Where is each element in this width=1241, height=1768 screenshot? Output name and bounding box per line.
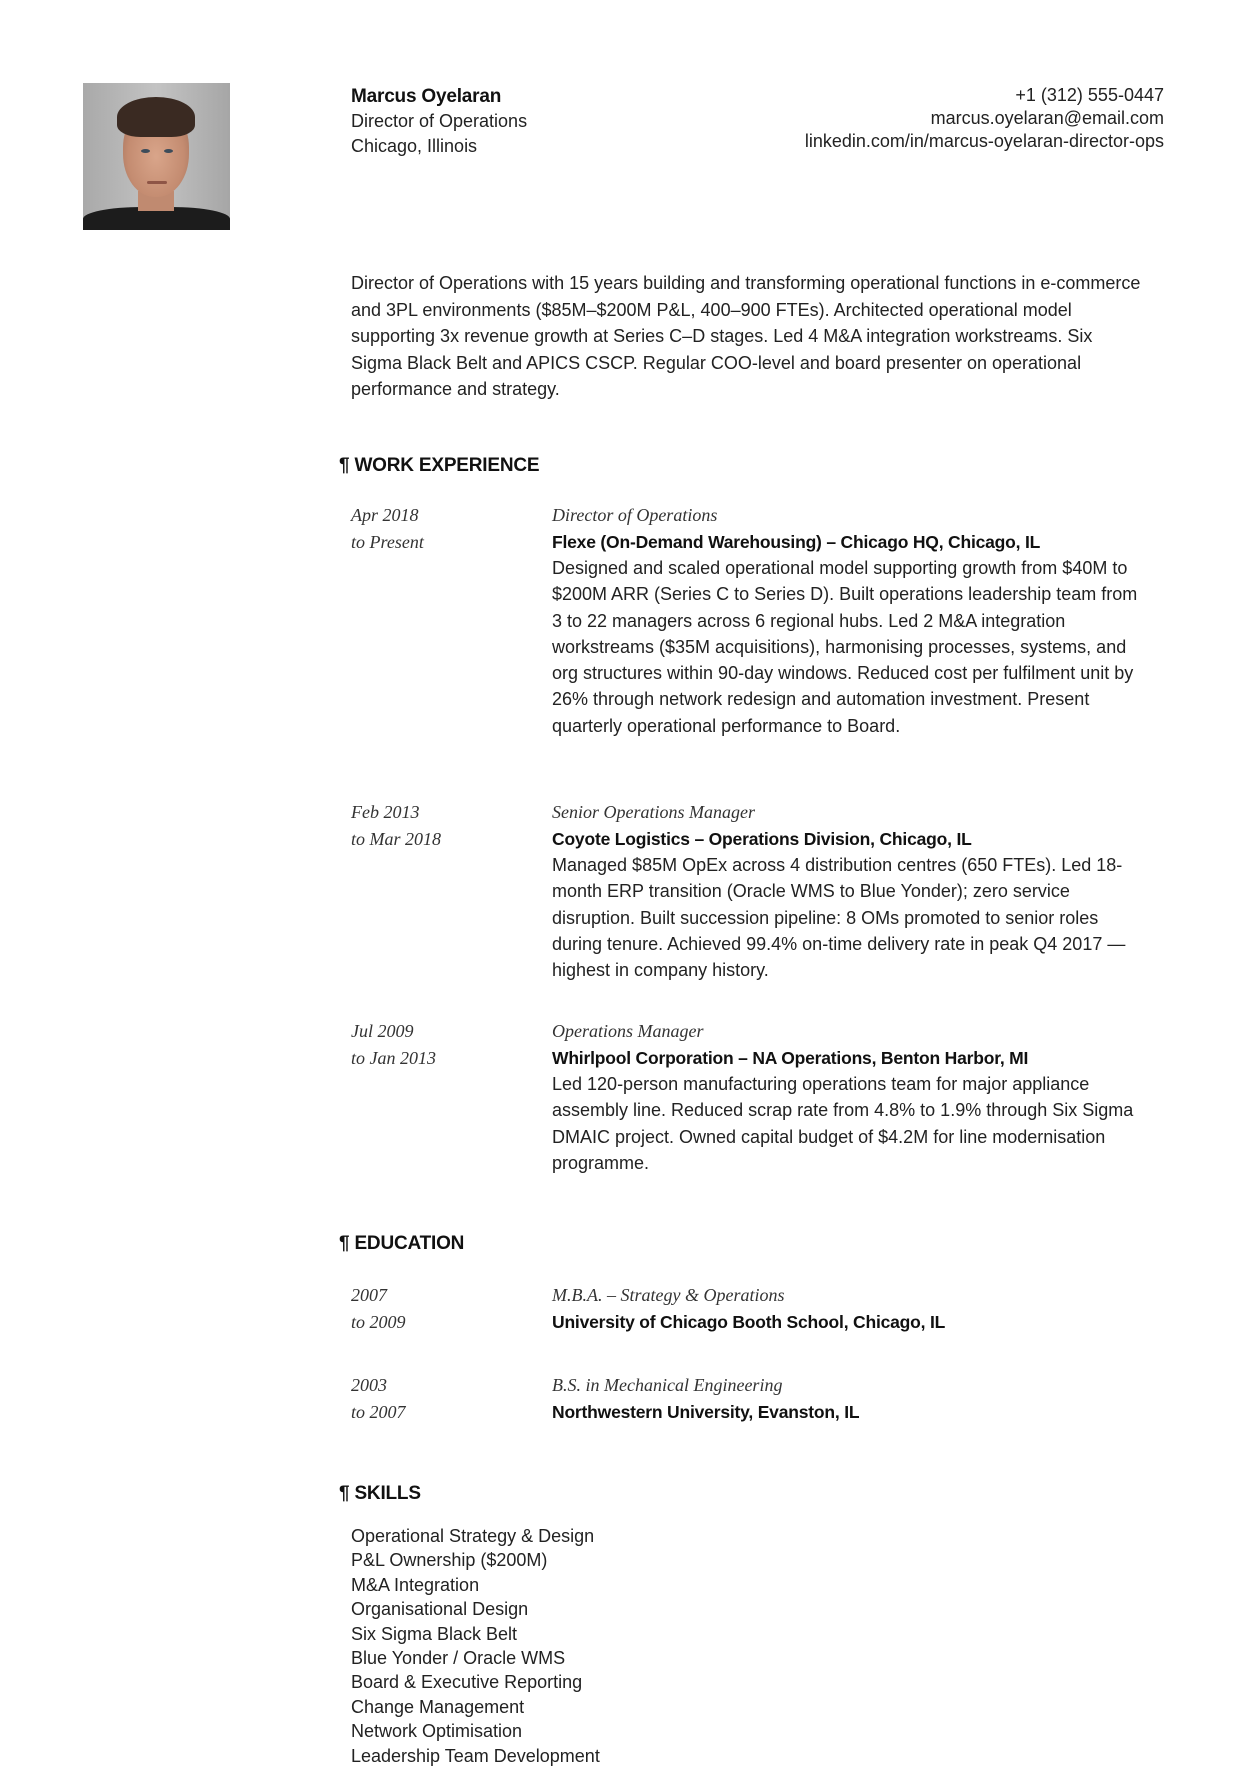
contact-info	[805, 84, 1164, 153]
skill-item: P&L Ownership ($200M)	[351, 1550, 548, 1571]
photo-eye	[164, 149, 173, 153]
job-description: Managed $85M OpEx across 4 distribution centres (650 FTEs). Led 18-month ERP transition (Oracle WMS to Blue Yonder); zero service disruption. Built succession pipeline: 8 OMs promoted to senior roles during tenure. Achieved 99.4% on-time delivery rate in peak Q4 2017 — highest in company history.	[552, 855, 1126, 981]
start-date: Jul 2009	[351, 1021, 414, 1041]
job-title: Senior Operations Manager	[552, 802, 755, 822]
photo-mouth	[147, 181, 167, 184]
end-year: to 2007	[351, 1402, 406, 1422]
skill-item: Leadership Team Development	[351, 1745, 600, 1766]
phone-number[interactable]: +1 (312) 555-0447	[1015, 85, 1164, 105]
linkedin-link[interactable]: linkedin.com/in/marcus-oyelaran-director-ops	[804, 131, 1164, 151]
header-identity	[351, 84, 527, 159]
skill-item: Change Management	[351, 1696, 525, 1717]
end-date: to Mar 2018	[351, 829, 441, 849]
skill-item: Six Sigma Black Belt	[351, 1623, 518, 1644]
school: Northwestern University, Evanston, IL	[552, 1402, 860, 1422]
school: University of Chicago Booth School, Chicago, IL	[552, 1312, 946, 1332]
photo-eye	[141, 149, 150, 153]
employer: Coyote Logistics – Operations Division, Chicago, IL	[552, 829, 972, 849]
start-date: Feb 2013	[351, 802, 420, 822]
education-content	[552, 1282, 1152, 1335]
start-year: 2007	[351, 1285, 387, 1305]
end-year: to 2009	[351, 1312, 406, 1332]
professional-summary: Director of Operations with 15 years building and transforming operational functions in e-commerce and 3PL environments ($85M–$200M P&L, 400–900 FTEs). Architected operational model supporting 3x revenue growth at Series C–D stages. Led 4 M&A integration workstreams. Six Sigma Black Belt and APICS CSCP. Regular COO-level and board presenter on operational performance and strategy.	[351, 273, 1141, 399]
job-title: Operations Manager	[552, 1021, 704, 1041]
education-content	[552, 1372, 1152, 1425]
job-description: Designed and scaled operational model supporting growth from $40M to $200M ARR (Series C to Series D). Built operations leadership team from 3 to 22 managers across 6 regional hubs. Led 2 M&A integration workstreams ($35M acquisitions), harmonising processes, systems, and org structures within 90-day windows. Reduced cost per fulfilment unit by 26% through network redesign and automation investment. Present quarterly operational performance to Board.	[552, 558, 1138, 736]
experience-content	[552, 502, 1152, 739]
experience-dates	[351, 1018, 541, 1072]
degree: B.S. in Mechanical Engineering	[552, 1375, 783, 1395]
skill-item: Network Optimisation	[351, 1721, 523, 1742]
skill-item: M&A Integration	[351, 1574, 480, 1595]
education-dates	[351, 1372, 541, 1426]
skill-item: Blue Yonder / Oracle WMS	[351, 1648, 566, 1669]
section-heading-work-experience: ¶ WORK EXPERIENCE	[339, 455, 540, 476]
end-date: to Jan 2013	[351, 1048, 436, 1068]
skills-list	[351, 1524, 600, 1768]
email-address[interactable]: marcus.oyelaran@email.com	[930, 108, 1164, 128]
photo-hair	[117, 97, 195, 137]
job-title: Director of Operations	[552, 505, 718, 525]
section-heading-education: ¶ EDUCATION	[339, 1233, 465, 1254]
degree: M.B.A. – Strategy & Operations	[552, 1285, 785, 1305]
skill-item: Operational Strategy & Design	[351, 1526, 595, 1546]
candidate-name: Marcus Oyelaran	[351, 86, 502, 107]
experience-content	[552, 799, 1152, 983]
experience-dates	[351, 799, 541, 853]
employer: Whirlpool Corporation – NA Operations, Benton Harbor, MI	[552, 1048, 1029, 1068]
skill-item: Organisational Design	[351, 1599, 529, 1620]
candidate-title: Director of Operations	[351, 111, 528, 131]
experience-content	[552, 1018, 1152, 1176]
profile-photo	[83, 83, 230, 230]
start-date: Apr 2018	[351, 505, 419, 525]
section-heading-skills: ¶ SKILLS	[339, 1483, 421, 1504]
start-year: 2003	[351, 1375, 387, 1395]
candidate-location: Chicago, Illinois	[351, 136, 478, 156]
skill-item: Board & Executive Reporting	[351, 1672, 583, 1693]
job-description: Led 120-person manufacturing operations team for major appliance assembly line. Reduced scrap rate from 4.8% to 1.9% through Six Sigma DMAIC project. Owned capital budget of $4.2M for line modernisation programme.	[552, 1074, 1134, 1173]
education-dates	[351, 1282, 541, 1336]
employer: Flexe (On-Demand Warehousing) – Chicago HQ, Chicago, IL	[552, 532, 1041, 552]
experience-dates	[351, 502, 541, 556]
end-date: to Present	[351, 532, 424, 552]
